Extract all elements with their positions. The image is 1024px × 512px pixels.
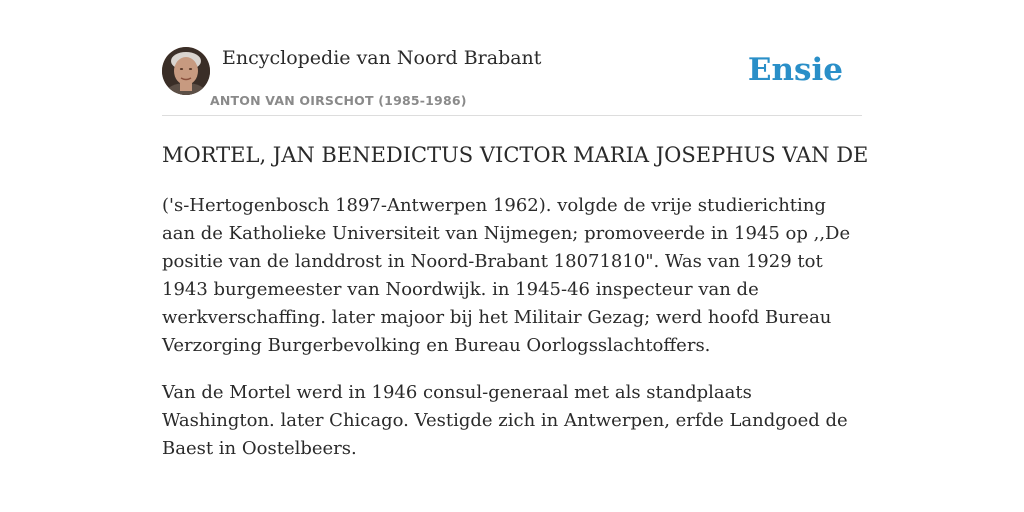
entry-body — [162, 192, 862, 482]
entry-title: MORTEL, JAN BENEDICTUS VICTOR MARIA JOSEPHUS VAN DE — [162, 143, 869, 167]
ensie-logo[interactable]: Ensie — [747, 52, 843, 88]
entry-paragraph: ('s-Hertogenbosch 1897-Antwerpen 1962). volgde de vrije studierichting aan de Katholieke Universiteit van Nijmegen; promoveerde in 1945 op ,,De positie van de landdrost in Noord-Brabant 18071810". Was van 1929 tot 1943 burgemeester van Noordwijk. in 1945-46 inspecteur van de werkverschaffing. later majoor bij het Militair Gezag; werd hoofd Bureau Verzorging Burgerbevolking en Bureau Oorlogsslachtoffers. — [162, 195, 851, 356]
entry-paragraph: Van de Mortel werd in 1946 consul-generaal met als standplaats Washington. later Chicago. Vestigde zich in Antwerpen, erfde Landgoed de Baest in Oostelbeers. — [162, 382, 848, 459]
author-name[interactable]: ANTON VAN OIRSCHOT (1985-1986) — [210, 93, 467, 108]
author-portrait-icon — [162, 47, 210, 95]
author-avatar[interactable] — [162, 47, 210, 95]
encyclopedia-title[interactable]: Encyclopedie van Noord Brabant — [222, 47, 542, 69]
page-header — [162, 46, 862, 116]
